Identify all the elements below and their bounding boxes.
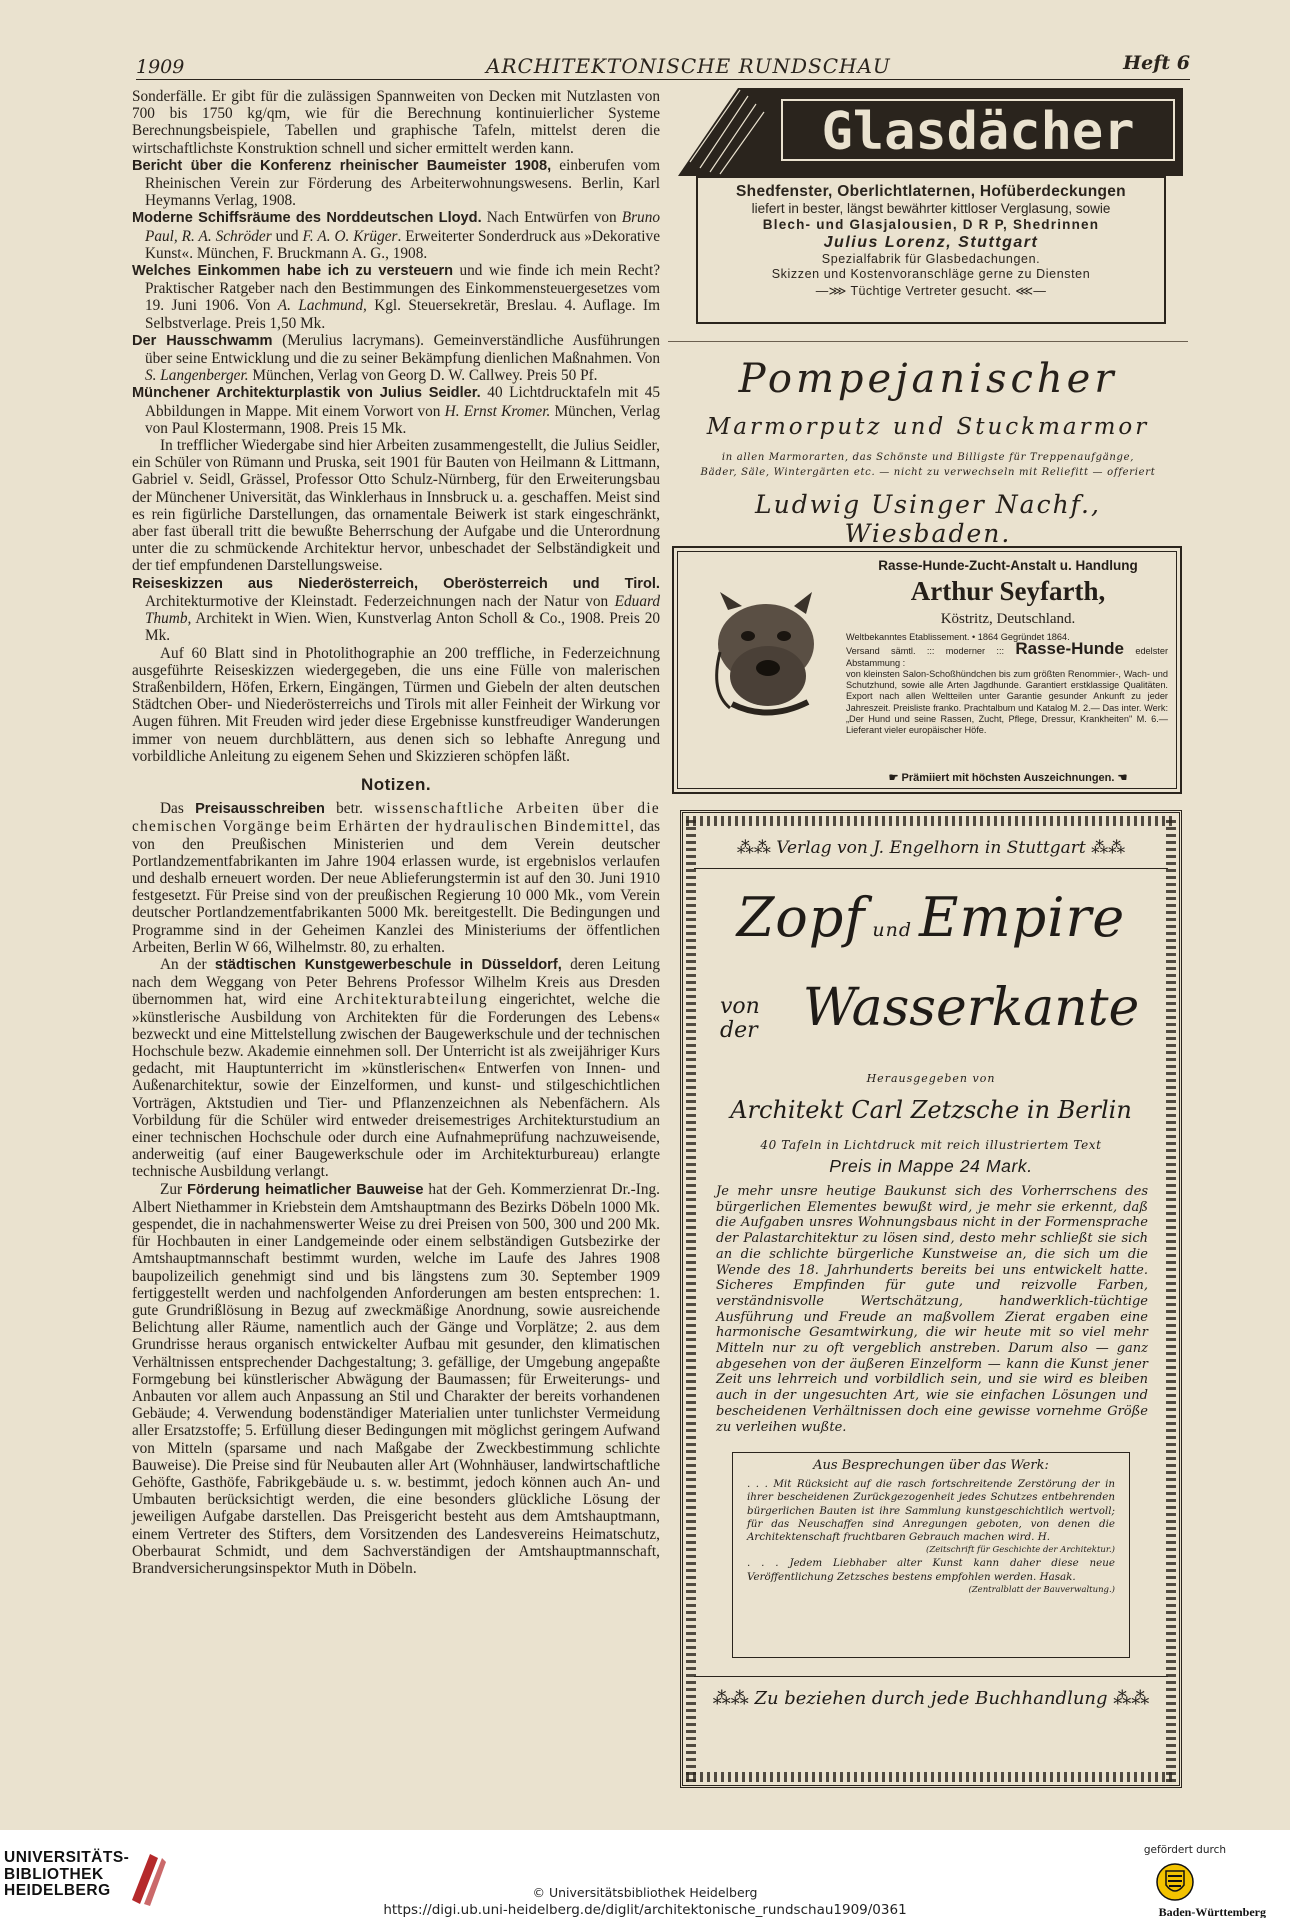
book-entry: Reiseskizzen aus Niederösterreich, Oberösterreich und Tirol. Architekturmotive der Kleinstadt. Federzeichnungen nach der Natur von Eduard Thumb, Architekt in Wien. Wien, Kunstverlag Anton Scholl & Co., 1908. Preis 20 Mk. <box>132 575 660 645</box>
ad-marmorputz: Pompejanischer Marmorputz und Stuckmarmor in allen Marmorarten, das Schönste und Billigste für Treppenaufgänge, Bäder, Säle, Wintergärten etc. — nicht zu verwechseln mit Reliefitt — offeriert Ludwig Usinger Nachf., Wiesbaden. <box>668 341 1188 626</box>
price: Preis in Mappe 24 Mark. <box>829 1156 1033 1176</box>
running-header <box>136 40 1190 80</box>
issue-number: Heft 6 <box>1123 52 1190 74</box>
permalink[interactable]: https://digi.ub.uni-heidelberg.de/diglit/architektonische_rundschau1909/0361 <box>383 1902 907 1918</box>
roof-logo <box>678 86 1183 176</box>
dog-head-icon <box>690 592 840 722</box>
header-year: 1909 <box>136 56 185 78</box>
left-text-column <box>132 88 660 1577</box>
notice-paragraph: Das Preisausschreiben betr. wissenschaftliche Arbeiten über die chemischen Vorgänge beim Erhärten der hydraulischen Bindemittel, das von den Preußischen Ministerien und dem Verein deutscher Portlandzementfabrikanten im Jahre 1904 erlassen wurde, ist ergebnislos verlaufen und deshalb erneuert worden. Der neue Ablieferungstermin ist auf den 30. Juni 1910 festgesetzt. Für Preise sind von der preußischen Regierung 10 000 Mk., vom Verein deutscher Portlandzementfabrikanten 5000 Mk. bereitgestellt. Die Bedingungen und Programme sind in der Geheimen Kanzlei des Ministeriums der öffentlichen Arbeiten, Berlin W 66, Wilhelmstr. 80, zu erhalten. <box>132 800 660 956</box>
ad-glasdaecher <box>678 86 1183 330</box>
footer-bar <box>0 1830 1290 1918</box>
journal-title: ARCHITEKTONISCHE RUNDSCHAU <box>486 54 891 78</box>
book-entry: Moderne Schiffsräume des Norddeutschen Lloyd. Nach Entwürfen von Bruno Paul, R. A. Schröder und F. A. O. Krüger. Erweiterter Sonderdruck aus »Dekorative Kunst«. München, F. Bruckmann A. G., 1908. <box>132 209 660 262</box>
book-entry: Der Hausschwamm (Merulius lacrymans). Gemeinverständliche Ausführungen über seine Entwicklung und die zu seiner Bekämpfung dienlichen Maßnahmen. Von S. Langenberger. München, Verlag von Georg D. W. Callwey. Preis 50 Pf. <box>132 331 660 385</box>
sponsor-label: gefördert durch <box>1143 1844 1226 1856</box>
ad-rasse-hunde: Rasse-Hunde-Zucht-Anstalt u. Handlung Arthur Seyfarth, Köstritz, Deutschland. Weltbekanntes Etablissement. • 1864 Gegründet 1864. Versand sämtl. ::: moderner ::: Rasse-Hunde edelster Abstammung : von kleinsten Salon-Schoßhündchen bis zum größten Renommier-, Wach- und Schutzhund, sowie alle Arten Jagdhunde. Garantiert erstklassige Qualitäten. Export nach allen Weltteilen unter Garantie gesunder Ankunft zu jeder Jahreszeit. Preisliste franko. Prachtalbum und Katalog M. 2.— Das inter. Werk: „Der Hund und seine Rassen, Zucht, Pflege, Dressur, Krankheiten" M. 6.— Lieferant vieler europäischer Höfe. ☛ Prämiiert mit höchsten Auszeichnungen. ☚ <box>672 546 1182 794</box>
glas-text-box: Shedfenster, Oberlichtlaternen, Hofüberdeckungen liefert in bester, längst bewährter kittloser Verglasung, sowie Blech- und Glasjalousien, D R P, Shedrinnen Julius Lorenz, Stuttgart Spezialfabrik für Glasbedachungen. Skizzen und Kostenvoranschläge gerne zu Diensten —⋙ Tüchtige Vertreter gesucht. ⋘— <box>696 176 1166 324</box>
reviews-box: Aus Besprechungen über das Werk: . . . Mit Rücksicht auf die rasch fortschreitende Zerstörung der in ihrer bescheidenen Zurückgezogenheit jedes Schutzes entbehrenden bürgerlichen Bauten ist ihre Sammlung kunstgeschichtlich wertvoll; für das Neuschaffen sind Anregungen geboten, von denen die Architektenschaft fruchtbaren Gebrauch machen wird. H. (Zeitschrift für Geschichte der Architektur.) . . . Jedem Liebhaber alter Kunst kann daher diese neue Veröffentlichung Zetzsches bestens empfohlen werden. Hasak. (Zentralblatt der Bauverwaltung.) <box>732 1452 1130 1658</box>
notice-paragraph: An der städtischen Kunstgewerbeschule in Düsseldorf, deren Leitung nach dem Weggang von Peter Behrens Professor Wilhelm Kreis aus Dresden übernommen hat, wird eine Architekturabteilung eingerichtet, welche die »künstlerische Ausbildung von Architekten für die Forderungen des Lebens« bezweckt und eine Mittelstellung zwischen der Baugewerkschule und der technischen Hochschule bezw. Akademie einnehmen soll. Der Unterricht ist als zweijähriger Kurs gedacht, mit Hauptunterricht im »künstlerischen« Entwerfen von Innen- und Außenarchitektur, sowie der Einzelformen, und kunst- und stilgeschichtlichen Vorträgen, Aktstudien und Tier- und Pflanzenzeichnen als Nebenfächern. Als Vorbildung für die Schüler wird entweder dreisemestriges Architekturstudium an einer technischen Hochschule oder durch eine Aufnahmeprüfung nachzuweisende, anderweitig (auf einer Baugewerkschule oder im Architekturbureau) erlangte technische Ausbildung verlangt. <box>132 955 660 1181</box>
review-paragraph: In trefflicher Wiedergabe sind hier Arbeiten zusammengestellt, die Julius Seidler, ein Schüler von Rümann und Pruska, seit 1901 für Bauten von Heilmann & Littmann, Gabriel v. Seidl, Grässel, Professor Otto Schulz-Nürnberg, für den Erweiterungsbau der Münchener Universität, das Winklerhaus in Innsbruck u. a. geschaffen. Meist sind es rein figürliche Darstellungen, das ornamentale Beiwerk ist stark eingeschränkt, aber fast überall tritt die bewußte Beherrschung der Aufgabe und die Unterordnung unter die zu schmückende Architektur hervor, unbeschadet der Selbständigkeit und der tief empfundenen Darstellungsweise. <box>132 437 660 575</box>
glas-brand: Glasdächer <box>821 102 1135 162</box>
ornament-border-left <box>686 816 696 1782</box>
ornament-border-right <box>1166 816 1176 1782</box>
book-entry: Münchener Architekturplastik von Julius Seidler. 40 Lichtdrucktafeln mit 45 Abbildungen in Mappe. Mit einem Vorwort von H. Ernst Kromer. München, Verlag von Paul Klostermann, 1908. Preis 15 Mk. <box>132 384 660 437</box>
book-entry: Bericht über die Konferenz rheinischer Baumeister 1908, einberufen vom Rheinischen Verein zur Förderung des Arbeiterwohnungswesens. Berlin, Karl Heymanns Verlag, 1908. <box>132 156 660 210</box>
copyright-notice: © Universitätsbibliothek Heidelberg <box>532 1885 758 1900</box>
section-heading-notizen: Notizen. <box>360 774 432 794</box>
baden-wuerttemberg-crest-icon <box>1156 1863 1194 1901</box>
notice-paragraph: Zur Förderung heimatlicher Bauweise hat der Geh. Kommerzienrat Dr.-Ing. Albert Niethammer in Kriebstein dem Amtshauptmann des Bezirks Döbeln 1000 Mk. gespendet, die in nachahmenswerter Weise zu drei Preisen von 500, 300 und 200 Mk. für Hochbauten in einer Landgemeinde oder einem selbständigen Gutsbezirke der Amtshauptmannschaft bestimmt wurden, welche im Laufe des Jahres 1908 baupolizeilich genehmigt sind und bis längstens zum 30. September 1909 fertiggestellt werden und nachfolgenden Anforderungen am besten entsprechen: 1. gute Grundrißlösung in Bezug auf zweckmäßige Anordnung, sowie ausreichende Belichtung aller Räume, namentlich auch der Gänge und Vorplätze; 2. aus dem Grundrisse heraus organisch entwickelter Aufbau mit gesunder, den klimatischen Verhältnissen entsprechender Dachgestaltung; 3. gefällige, der Umgebung angepaßte Formgebung bei künstlerischer Abwägung der Baumassen; für Erweiterungs- und Anbauten vor allem auch Anpassung an Stil und Charakter der bereits vorhandenen Gebäude; 4. Verwendung bodenständiger Materialien unter tunlichster Vermeidung aller Ersatzstoffe; 5. Erfüllung dieser Bedingungen mit möglichst geringem Aufwand von Mitteln (sparsame und nach Maßgabe der Zweckbestimmung schlichte Bauweise). Die Preise sind für Neubauten aller Art (Wohnhäuser, landwirtschaftliche Gehöfte, Gasthöfe, Fabrikgebäude u. s. w. bestimmt, jedoch können auch An- und Umbauten berücksichtigt werden, die eine besonders glückliche Lösung der jeweiligen Aufgabe darstellen. Das Preisgericht besteht aus dem Amtshauptmann, einem Vertreter des Stifters, dem Vorsitzenden des Landesvereins Heimatschutz, Oberbaurat Schmidt, und dem Sachverständigen der Amtshauptmannschaft, Brandversicherungsinspektor Muth in Döbeln. <box>132 1180 660 1578</box>
ub-heidelberg-name: UNIVERSITÄTS- BIBLIOTHEK HEIDELBERG <box>4 1849 130 1899</box>
advertisement-column <box>668 86 1188 1786</box>
sponsor-name: Baden-Württemberg <box>1158 1905 1266 1918</box>
paragraph-intro: Sonderfälle. Er gibt für die zulässigen Spannweiten von Decken mit Nutzlasten von 700 bis 1750 kg/qm, wie für die Berechnung kontinuierlicher Systeme Berechnungsbeispiele, Tabellen und graphische Tafeln, mittelst deren die wirtschaftlichste Konstruktion schnell und sicher ermittelt werden kann. <box>132 88 660 157</box>
ad-zopf-und-empire: ⁂⁂ Verlag von J. Engelhorn in Stuttgart ⁂⁂ Zopf und Empire von der Wasserkante Herausgegeben von Architekt Carl Zetzsche in Berlin 40 Tafeln in Lichtdruck mit reich illustriertem Text Preis in Mappe 24 Mark. Je mehr unsre heutige Baukunst sich des Vorherrschens des bürgerlichen Elementes bewußt wird, je mehr sie erkennt, daß die Aufgaben unsres Wohnungsbaus nicht in der Formensprache der Palastarchitektur zu lösen sind, desto mehr schließt sie sich an die schlichte bürgerliche Kunstweise an, die sich um die Wende des 18. Jahrhunderts bereits bei uns entwickelt hatte. Sicheres Empfinden für gute und reizvolle Farben, verständnisvolle Wertschätzung, handwerklich-tüchtige Ausführung und Freude an maßvollem Zierat ergaben eine harmonische Gesamtwirkung, die wir heute mit so viel mehr Mitteln nur zu oft vergeblich anstreben. Darum also — ganz abgesehen von der äußeren Einzelform — kann die Kunst jener Zeit uns lehrreich und vorbildlich sein, und sie wird es bleiben auch in der ungesuchten Art, wie sie einfachen Lösungen und bescheidenen Verhältnissen doch eine gewisse vornehme Größe zu verleihen wußte. Aus Besprechungen über das Werk: . . . Mit Rücksicht auf die rasch fortschreitende Zerstörung der in ihrer bescheidenen Zurückgezogenheit jedes Schutzes entbehrenden bürgerlichen Bauten ist ihre Sammlung kunstgeschichtlich wertvoll; für das Neuschaffen sind Anregungen geboten, von denen die Architektenschaft fruchtbaren Gebrauch machen wird. H. (Zeitschrift für Geschichte der Architektur.) . . . Jedem Liebhaber alter Kunst kann daher diese neue Veröffentlichung Zetzsches bestens empfohlen werden. Hasak. (Zentralblatt der Bauverwaltung.) ⁂⁂ Zu beziehen durch jede Buchhandlung ⁂⁂ <box>680 810 1182 1788</box>
ornament-border-top <box>686 816 1176 826</box>
book-title: Zopf und Empire <box>736 886 1126 949</box>
review-paragraph: Auf 60 Blatt sind in Photolithographie an 200 treffliche, in Federzeichnung ausgeführte Reiseskizzen wiedergegeben, die uns eine Fülle von malerischen Straßenbildern, Höfen, Erkern, Eingängen, Türmen und Giebeln der alten deutschen Städtchen Ober- und Niederösterreichs und Tirols mit aller Feinheit der Wirkung vor Augen führen. Mit Freuden wird jeder diese Ergebnisse kunstfreudiger Wanderungen immer von neuem durchblättern, aus denen sich so lebhafte Anregung und vorbildliche Anleitung zu eigenem Sehen und Skizzieren schöpfen läßt. <box>132 644 660 765</box>
book-entry: Welches Einkommen habe ich zu versteuern und wie finde ich mein Recht? Praktischer Ratgeber nach den Bestimmungen des Einkommensteuergesetzes vom 19. Juni 1906. Von A. Lachmund, Kgl. Steuersekretär, Breslau. 4. Auflage. Im Selbstverlage. Preis 1,50 Mk. <box>132 262 661 332</box>
ornament-border-bottom <box>686 1772 1176 1782</box>
